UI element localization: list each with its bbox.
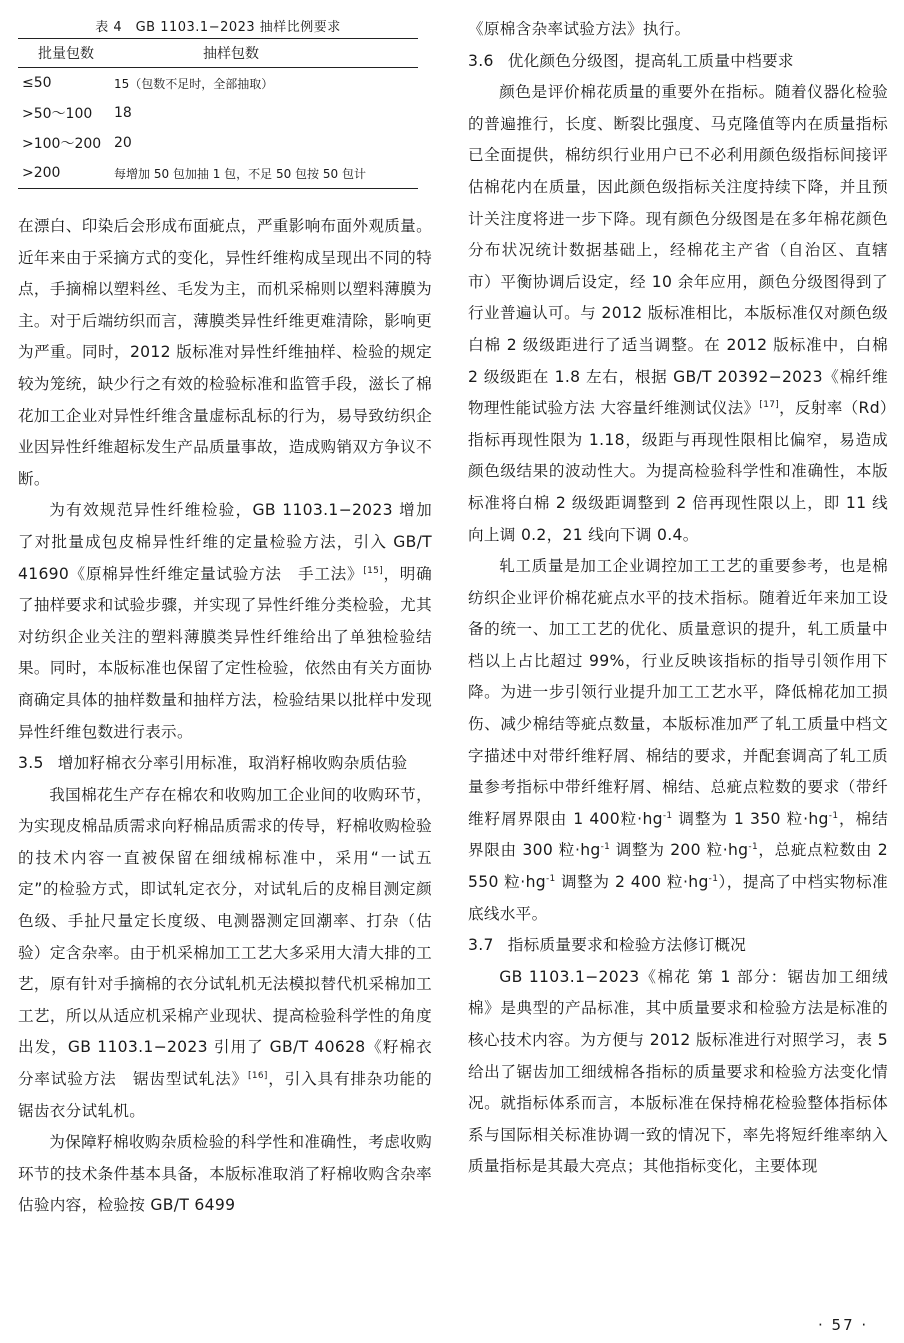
table-cell: 每增加 50 包加抽 1 包，不足 50 包按 50 包计: [114, 166, 366, 181]
paragraph: GB 1103.1−2023《棉花 第 1 部分：锯齿加工细绒棉》是典型的产品标准，其中质量要求和检验方法是标准的核心技术内容。为方便与 2012 版标准进行对照学习，表 5 给出了锯齿加工细绒棉各指标的质量要求和检验方法变化情况。就指标体系而言，本版标准在保持棉花检验整体指标体系与国际相关标准协调一致的情况下，率先将短纤维率纳入质量指标是其最大亮点；其他指标变化，主要体现: [468, 967, 888, 1176]
superscript: -1: [828, 810, 839, 821]
table-cell: >200: [22, 165, 61, 181]
citation: [17]: [759, 399, 780, 410]
paragraph-text: ，引入具有排杂功能的锯齿衣分试轧机。: [18, 1070, 432, 1120]
paragraph-text: 为有效规范异性纤维检验，GB 1103.1−2023 增加了对批量成包皮棉异性纤维的定量检验方法，引入 GB/T 41690《原棉异性纤维定量试验方法 手工法》: [18, 501, 432, 583]
superscript: -1: [708, 873, 719, 884]
paragraph-text: ，总疵点粒数由 2 550 粒·hg: [468, 841, 889, 892]
paragraph-text: 轧工质量是加工企业调控加工工艺的重要参考，也是棉纺织企业评价棉花疵点水平的技术指标。随着近年来加工设备的统一、加工工艺的优化、质量意识的提升，轧工质量中档以上占比超过 99%，行业反映该指标的指导引领作用下降。为进一步引领行业提升加工工艺水平，降低棉花加工损伤、减少棉结等疵点数量，本版标准加严了轧工质量中档文字描述中对带纤维籽屑、棉结的要求，并配套调高了轧工质量参考指标中带纤维籽屑、棉结、总疵点粒数的要求（带纤维籽屑界限由 1 400粒·hg: [468, 557, 888, 828]
section-heading-3-6: [468, 46, 888, 78]
table-cell: 18: [114, 105, 132, 121]
table-caption: 表 4 GB 1103.1−2023 抽样比例要求: [95, 20, 341, 35]
superscript: -1: [748, 842, 758, 853]
paragraph-text: 我国棉花生产存在棉农和收购加工企业间的收购环节，为实现皮棉品质需求向籽棉品质需求的传导，籽棉收购检验的技术内容一直被保留在细绒棉标准中，采用“一试五定”的检验方式，即试轧定衣分，对试轧后的皮棉目测定颜色级、手扯尺量定长度级、电测器测定回潮率、打杂（估验）定含杂率。由于机采棉加工工艺大多采用大清大排的工艺，原有针对手摘棉的衣分试轧机无法模拟替代机采棉加工工艺，所以从适应机采棉产业现状、提高检验科学性的角度出发，GB 1103.1−2023 引用了 GB/T 40628《籽棉衣分率试验方法 锯齿型试轧法》: [18, 785, 432, 1089]
paragraph: [468, 551, 888, 930]
paragraph: 为保障籽棉收购杂质检验的科学性和准确性，考虑收购环节的技术条件基本具备，本版标准取消了籽棉收购含杂率估验内容，检验按 GB/T 6499: [18, 1133, 432, 1215]
sampling-table: [18, 38, 418, 189]
section-number: 3.6: [468, 51, 494, 70]
section-number: 3.7: [468, 936, 494, 955]
table-row: [18, 68, 418, 98]
paragraph-text: ），提高了中档实物标准底线水平。: [468, 873, 888, 923]
superscript: -1: [600, 842, 611, 853]
section-heading-3-7: [468, 930, 888, 962]
table-row: [18, 128, 418, 158]
citation: [15]: [363, 565, 384, 576]
paragraph: [468, 77, 888, 551]
table-cell: 15（包数不足时，全部抽取）: [114, 76, 274, 91]
section-heading-3-5: [18, 748, 432, 780]
paragraph-text: 调整为 200 粒·hg: [610, 841, 749, 860]
section-number: 3.5: [18, 754, 44, 773]
table-row: [18, 158, 418, 188]
table-row: [18, 98, 418, 128]
superscript: -1: [662, 810, 673, 821]
right-body-text: [468, 14, 888, 1183]
superscript: -1: [545, 873, 556, 884]
paragraph-text: ，反射率（Rd）指标再现性限为 1.18，级距与再现性限相比偏窄，易造成颜色级结果的波动性大。为提高检验科学性和准确性，本版标准将白棉 2 级级距调整到 2 倍再现性限以上，即 11 线向上调 0.2，21 线向下调 0.4。: [468, 399, 888, 544]
table-header-sample: 抽样包数: [203, 46, 259, 62]
table-cell: 20: [114, 135, 132, 151]
left-body-text: [18, 211, 432, 1222]
table-cell: ≤50: [22, 75, 52, 91]
paragraph-text: 调整为 1 350 粒·hg: [672, 809, 829, 828]
paragraph: 在漂白、印染后会形成布面疵点，严重影响布面外观质量。近年来由于采摘方式的变化，异性纤维构成呈现出不同的特点，手摘棉以塑料丝、毛发为主，而机采棉则以塑料薄膜为主。对于后端纺织而言，薄膜类异性纤维更难清除，影响更为严重。同时，2012 版标准对异性纤维抽样、检验的规定较为笼统，缺少行之有效的检验标准和监管手段，滋长了棉花加工企业对异性纤维含量虚标乱标的行为，易导致纺织企业因异性纤维超标发生产品质量事故，造成购销双方争议不断。: [18, 217, 432, 488]
paragraph-text: 颜色是评价棉花质量的重要外在指标。随着仪器化检验的普遍推行，长度、断裂比强度、马克隆值等内在质量指标已全面提供，棉纺织行业用户已不必利用颜色级指标间接评估棉花内在质量，因此颜色级指标关注度持续下降，并且预计关注度将进一步下降。现有颜色分级图是在多年棉花颜色分布状况统计数据基础上，经棉花主产省（自治区、直辖市）平衡协调后设定，经 10 余年应用，颜色分级图得到了行业普遍认可。与 2012 版标准相比，本版标准仅对颜色级白棉 2 级级距进行了适当调整。在 2012 版标准中，白棉 2 级级距在 1.8 左右，根据 GB/T 20392−2023《棉纤维物理性能试验方法 大容量纤维测试仪法》: [468, 83, 888, 418]
citation: [16]: [248, 1070, 268, 1081]
table-header-batch: 批量包数: [38, 46, 94, 62]
section-title: 优化颜色分级图，提高轧工质量中档要求: [507, 51, 794, 70]
table-cell: >100～200: [22, 136, 102, 152]
paragraph-text: ，棉结界限由 300 粒·hg: [468, 809, 888, 860]
paragraph-text: 调整为 2 400 粒·hg: [555, 873, 709, 892]
table-header-row: [18, 39, 418, 68]
paragraph-text: ，明确了抽样要求和试验步骤，并实现了异性纤维分类检验，尤其对纺织企业关注的塑料薄膜类异性纤维给出了单独检验结果。同时，本版标准也保留了定性检验，依然由有关方面协商确定具体的抽样数量和抽样方法，检验结果以批样中发现异性纤维包数进行表示。: [18, 564, 432, 741]
table-cell: >50～100: [22, 106, 93, 122]
paragraph: [18, 495, 432, 748]
section-title: 增加籽棉衣分率引用标准，取消籽棉收购杂质估验: [57, 754, 408, 773]
section-title: 指标质量要求和检验方法修订概况: [507, 936, 747, 955]
paragraph: 《原棉含杂率试验方法》执行。: [468, 20, 691, 38]
page-number: · 57 ·: [818, 1316, 869, 1334]
paragraph: [18, 780, 432, 1128]
